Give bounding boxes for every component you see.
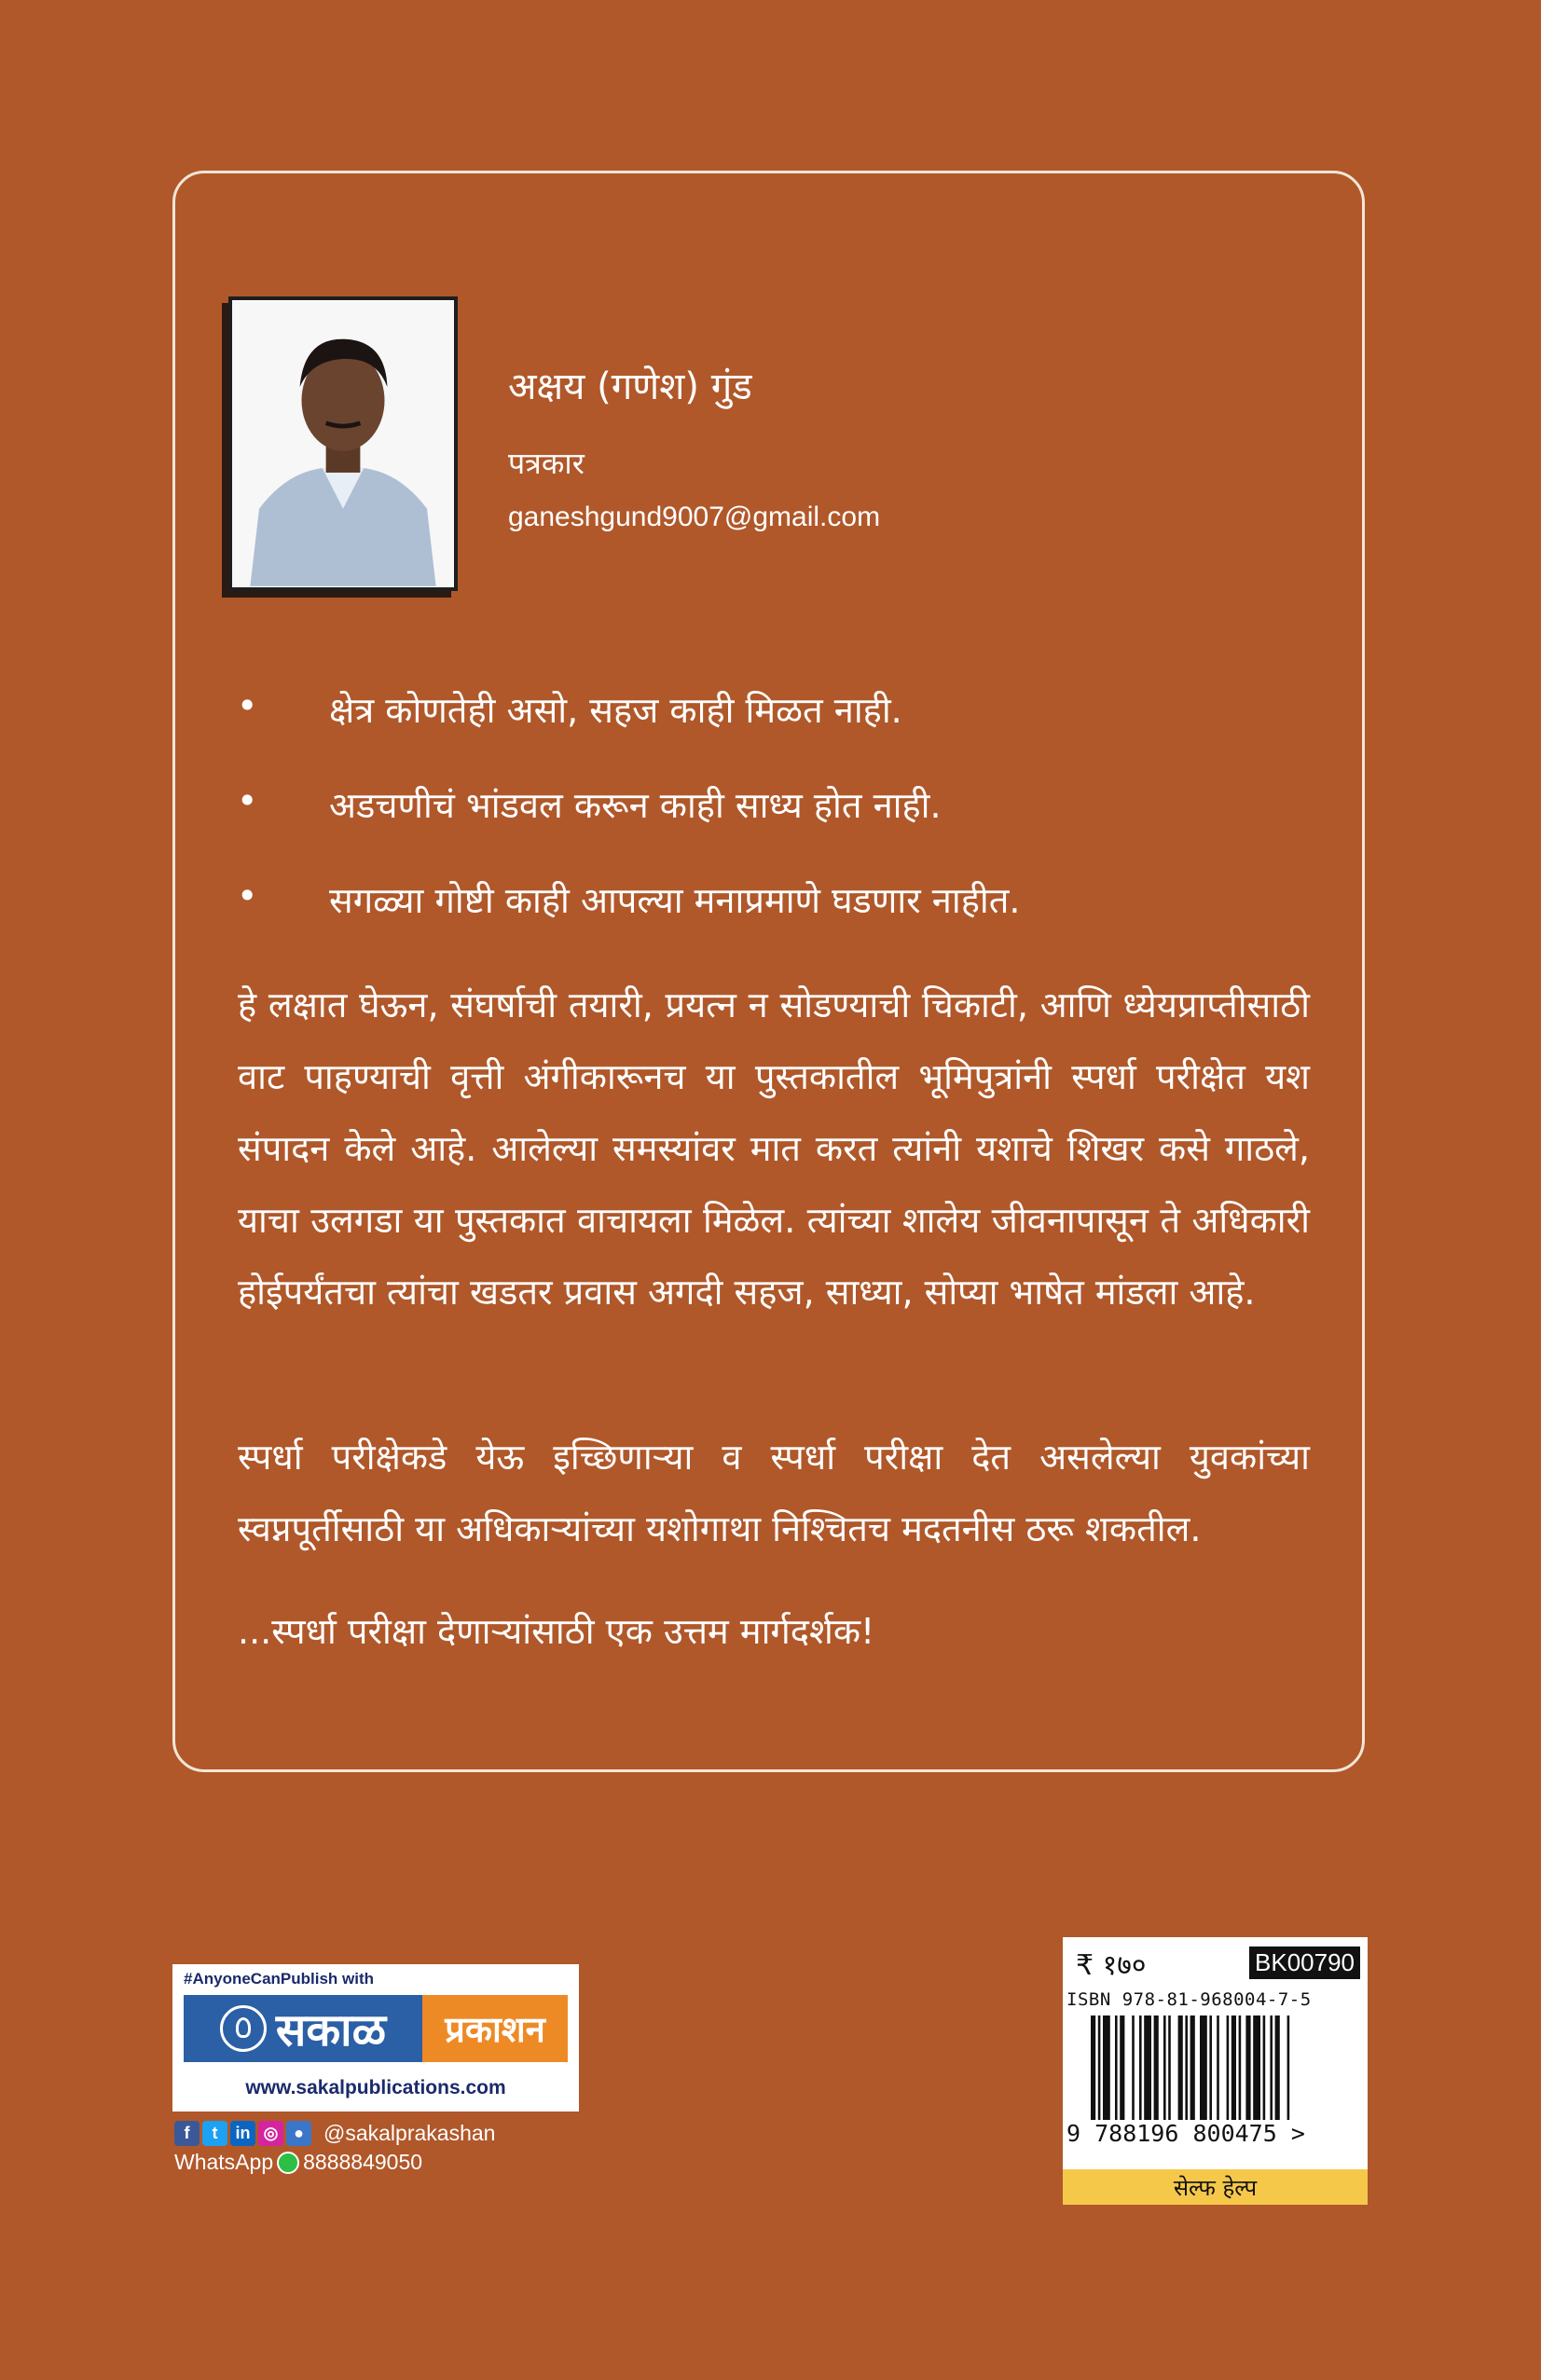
bullet-list: [233, 685, 1305, 970]
author-email: ganeshgund9007@gmail.com: [508, 502, 881, 532]
whatsapp-number: 8888849050: [303, 2150, 423, 2174]
barcode-bars: [1091, 2015, 1344, 2120]
book-price: ₹ १७०: [1076, 1949, 1147, 1982]
linkedin-icon[interactable]: in: [230, 2121, 255, 2146]
bullet-dot-icon: •: [237, 875, 258, 916]
author-role: पत्रकार: [508, 446, 585, 481]
publisher-tagline: #AnyoneCanPublish with: [184, 1970, 375, 1988]
twitter-icon[interactable]: t: [202, 2121, 227, 2146]
whatsapp-icon: [277, 2152, 299, 2174]
author-photo: [228, 296, 458, 591]
whatsapp-label: WhatsApp: [174, 2150, 274, 2174]
bullet-text: क्षेत्र कोणतेही असो, सहज काही मिळत नाही.: [329, 690, 902, 731]
koo-icon[interactable]: ●: [286, 2121, 311, 2146]
publisher-logo: [172, 1964, 579, 2112]
bullet-text: अडचणीचं भांडवल करून काही साध्य होत नाही.: [329, 785, 942, 826]
bullet-dot-icon: •: [237, 685, 258, 726]
bullet-dot-icon: •: [237, 780, 258, 821]
closing-line: ...स्पर्धा परीक्षा देणाऱ्यांसाठी एक उत्तम मार्गदर्शक!: [238, 1611, 875, 1652]
social-handle: @sakalprakashan: [323, 2121, 496, 2145]
barcode-image: [1091, 2015, 1344, 2120]
sakal-emblem-icon: [220, 2005, 267, 2052]
bullet-item: [233, 685, 1305, 780]
barcode-block: [1063, 1937, 1368, 2205]
category-band: सेल्फ हेल्प: [1063, 2169, 1368, 2205]
description-paragraph: हे लक्षात घेऊन, संघर्षाची तयारी, प्रयत्न न सोडण्याची चिकाटी, आणि ध्येयप्राप्तीसाठी वाट पाहण्याची वृत्ती अंगीकारूनच या पुस्तकातील भूमिपुत्रांनी स्पर्धा परीक्षेत यश संपादन केले आहे. आलेल्या समस्यांवर मात करत त्यांनी यशाचे शिखर कसे गाठले, याचा उलगडा या पुस्तकात वाचायला मिळेल. त्यांच्या शालेय जीवनापासून ते अधिकारी होईपर्यंतचा त्यांचा खडतर प्रवास अगदी सहज, साध्या, सोप्या भाषेत मांडला आहे.: [238, 984, 1310, 1313]
description-paragraph: स्पर्धा परीक्षेकडे येऊ इच्छिणाऱ्या व स्पर्धा परीक्षा देत असलेल्या युवकांच्या स्वप्नपूर्तीसाठी या अधिकाऱ्यांच्या यशोगाथा निश्चितच मदतनीस ठरू शकतील.: [238, 1437, 1310, 1549]
facebook-icon[interactable]: f: [174, 2121, 200, 2146]
bullet-item: [233, 875, 1305, 970]
publisher-name-suffix: प्रकाशन: [422, 1995, 568, 2062]
author-name: अक्षय (गणेश) गुंड: [508, 365, 752, 408]
barcode-digits: 9 788196 800475 >: [1066, 2120, 1305, 2147]
publisher-name: सकाळ: [275, 2003, 387, 2057]
publisher-name-block: [184, 1995, 422, 2062]
social-links: [174, 2121, 495, 2146]
publisher-website: www.sakalpublications.com: [245, 2077, 506, 2098]
publisher-brand-band: [184, 1995, 568, 2062]
bullet-item: [233, 780, 1305, 875]
whatsapp-contact: [174, 2150, 422, 2175]
bullet-text: सगळ्या गोष्टी काही आपल्या मनाप्रमाणे घडणार नाहीत.: [329, 880, 1021, 921]
isbn-text: ISBN 978-81-968004-7-5: [1066, 1989, 1312, 2010]
author-portrait-image: [232, 300, 454, 587]
book-code: BK00790: [1249, 1947, 1360, 1979]
instagram-icon[interactable]: ◎: [258, 2121, 283, 2146]
